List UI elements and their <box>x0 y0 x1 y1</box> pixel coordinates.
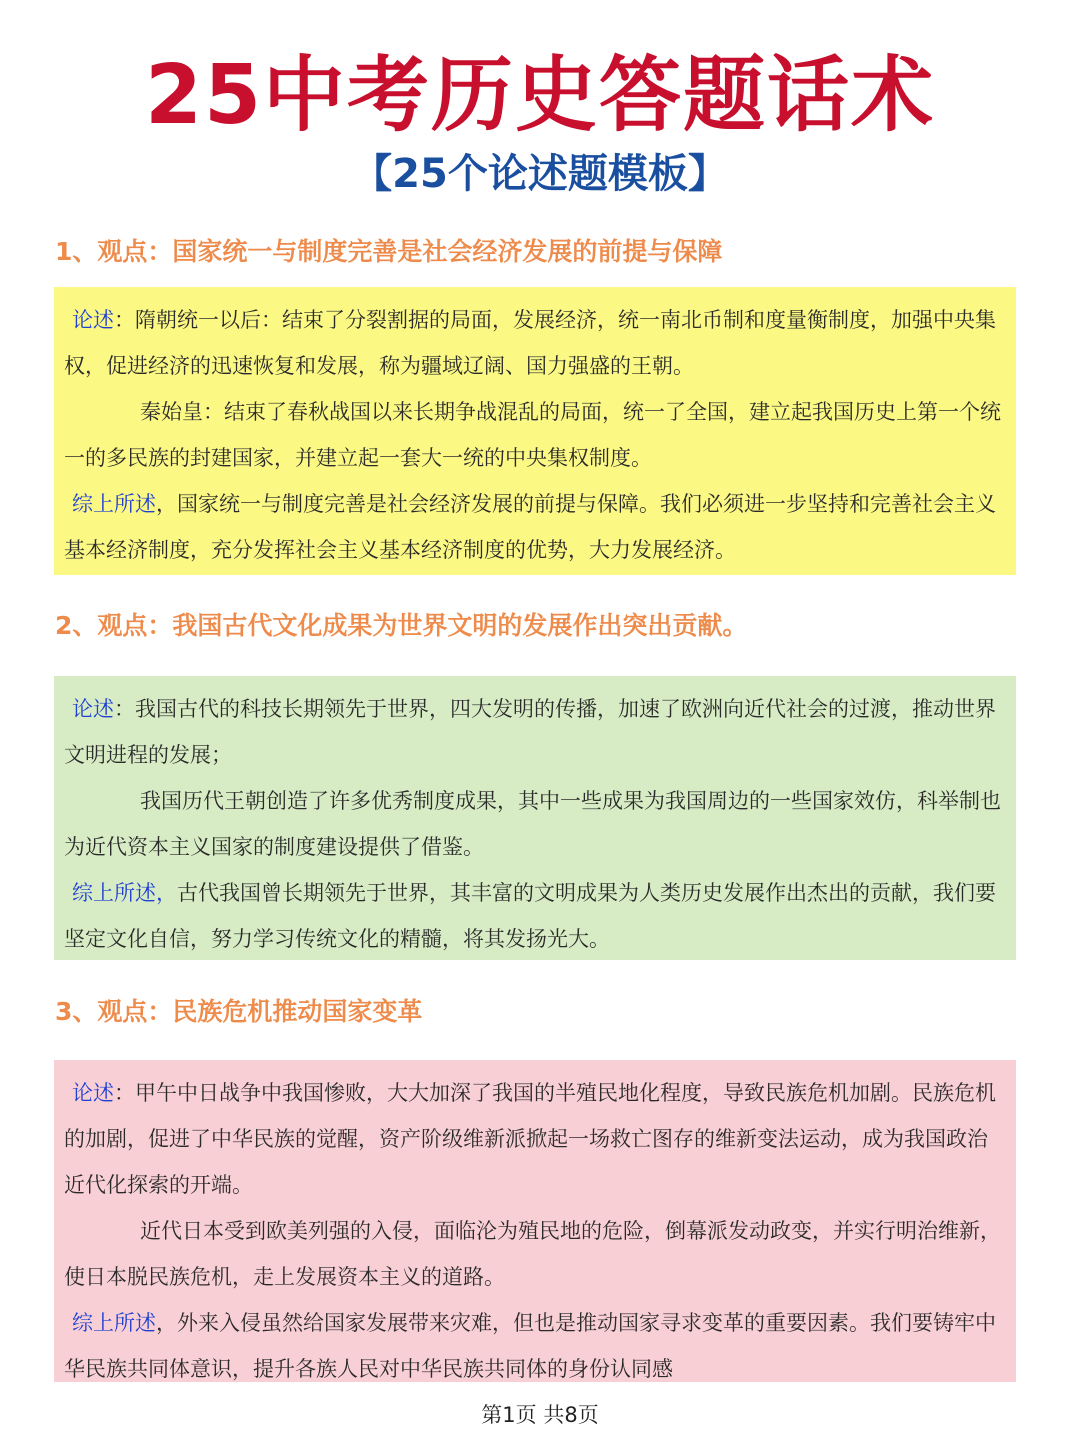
section-3-paragraph-2: 近代日本受到欧美列强的入侵，面临沦为殖民地的危险，倒幕派发动政变，并实行明治维新，使日本脱民族危机，走上发展资本主义的道路。 <box>64 1219 1001 1289</box>
section-3-box <box>54 1060 1016 1382</box>
section-3-heading: 3、观点：民族危机推动国家变革 <box>55 997 423 1026</box>
argument-separator: ： <box>114 697 135 721</box>
section-1-box <box>54 287 1016 575</box>
argument-text: 甲午中日战争中我国惨败，大大加深了我国的半殖民地化程度，导致民族危机加剧。民族危机的加剧，促进了中华民族的觉醒，资产阶级维新派掀起一场救亡图存的维新变法运动，成为我国政治近代化探索的开端。 <box>64 1081 996 1197</box>
summary-text: ，国家统一与制度完善是社会经济发展的前提与保障。我们必须进一步坚持和完善社会主义基本经济制度，充分发挥社会主义基本经济制度的优势，大力发展经济。 <box>64 492 996 562</box>
summary-label: 综上所述 <box>72 1311 156 1335</box>
section-1-argument <box>64 297 1004 389</box>
summary-text: ，外来入侵虽然给国家发展带来灾难，但也是推动国家寻求变革的重要因素。我们要铸牢中华民族共同体意识，提升各族人民对中华民族共同体的身份认同感 <box>64 1311 996 1381</box>
summary-label: 综上所述 <box>72 492 156 516</box>
page-indicator: 第1页 共8页 <box>481 1403 599 1427</box>
argument-separator: ： <box>114 1081 135 1105</box>
section-3-argument <box>64 1070 1004 1208</box>
section-1-heading: 1、观点：国家统一与制度完善是社会经济发展的前提与保障 <box>55 237 723 266</box>
section-1-paragraph-2: 秦始皇：结束了春秋战国以来长期争战混乱的局面，统一了全国，建立起我国历史上第一个统一的多民族的封建国家，并建立起一套大一统的中央集权制度。 <box>64 400 1001 470</box>
section-2-heading: 2、观点：我国古代文化成果为世界文明的发展作出突出贡献。 <box>55 611 748 640</box>
argument-text: 我国古代的科技长期领先于世界，四大发明的传播，加速了欧洲向近代社会的过渡，推动世界文明进程的发展； <box>64 697 996 767</box>
summary-label: 综上所述， <box>72 881 177 905</box>
page-subtitle: 【25个论述题模板】 <box>352 151 728 197</box>
argument-label: 论述 <box>72 697 114 721</box>
section-3-summary <box>64 1300 1004 1392</box>
page-title: 25中考历史答题话术 <box>144 48 936 143</box>
section-2-paragraph-2: 我国历代王朝创造了许多优秀制度成果，其中一些成果为我国周边的一些国家效仿，科举制也为近代资本主义国家的制度建设提供了借鉴。 <box>64 789 1001 859</box>
argument-label: 论述 <box>72 1081 114 1105</box>
argument-separator: ： <box>114 308 135 332</box>
argument-label: 论述 <box>72 308 114 332</box>
summary-text: 古代我国曾长期领先于世界，其丰富的文明成果为人类历史发展作出杰出的贡献，我们要坚定文化自信，努力学习传统文化的精髓，将其发扬光大。 <box>64 881 996 951</box>
section-1-summary <box>64 481 1004 573</box>
argument-text: 隋朝统一以后：结束了分裂割据的局面，发展经济，统一南北币制和度量衡制度，加强中央集权，促进经济的迅速恢复和发展，称为疆域辽阔、国力强盛的王朝。 <box>64 308 996 378</box>
section-2-argument <box>64 686 1004 778</box>
section-2-box <box>54 676 1016 960</box>
section-2-summary <box>64 870 1004 962</box>
